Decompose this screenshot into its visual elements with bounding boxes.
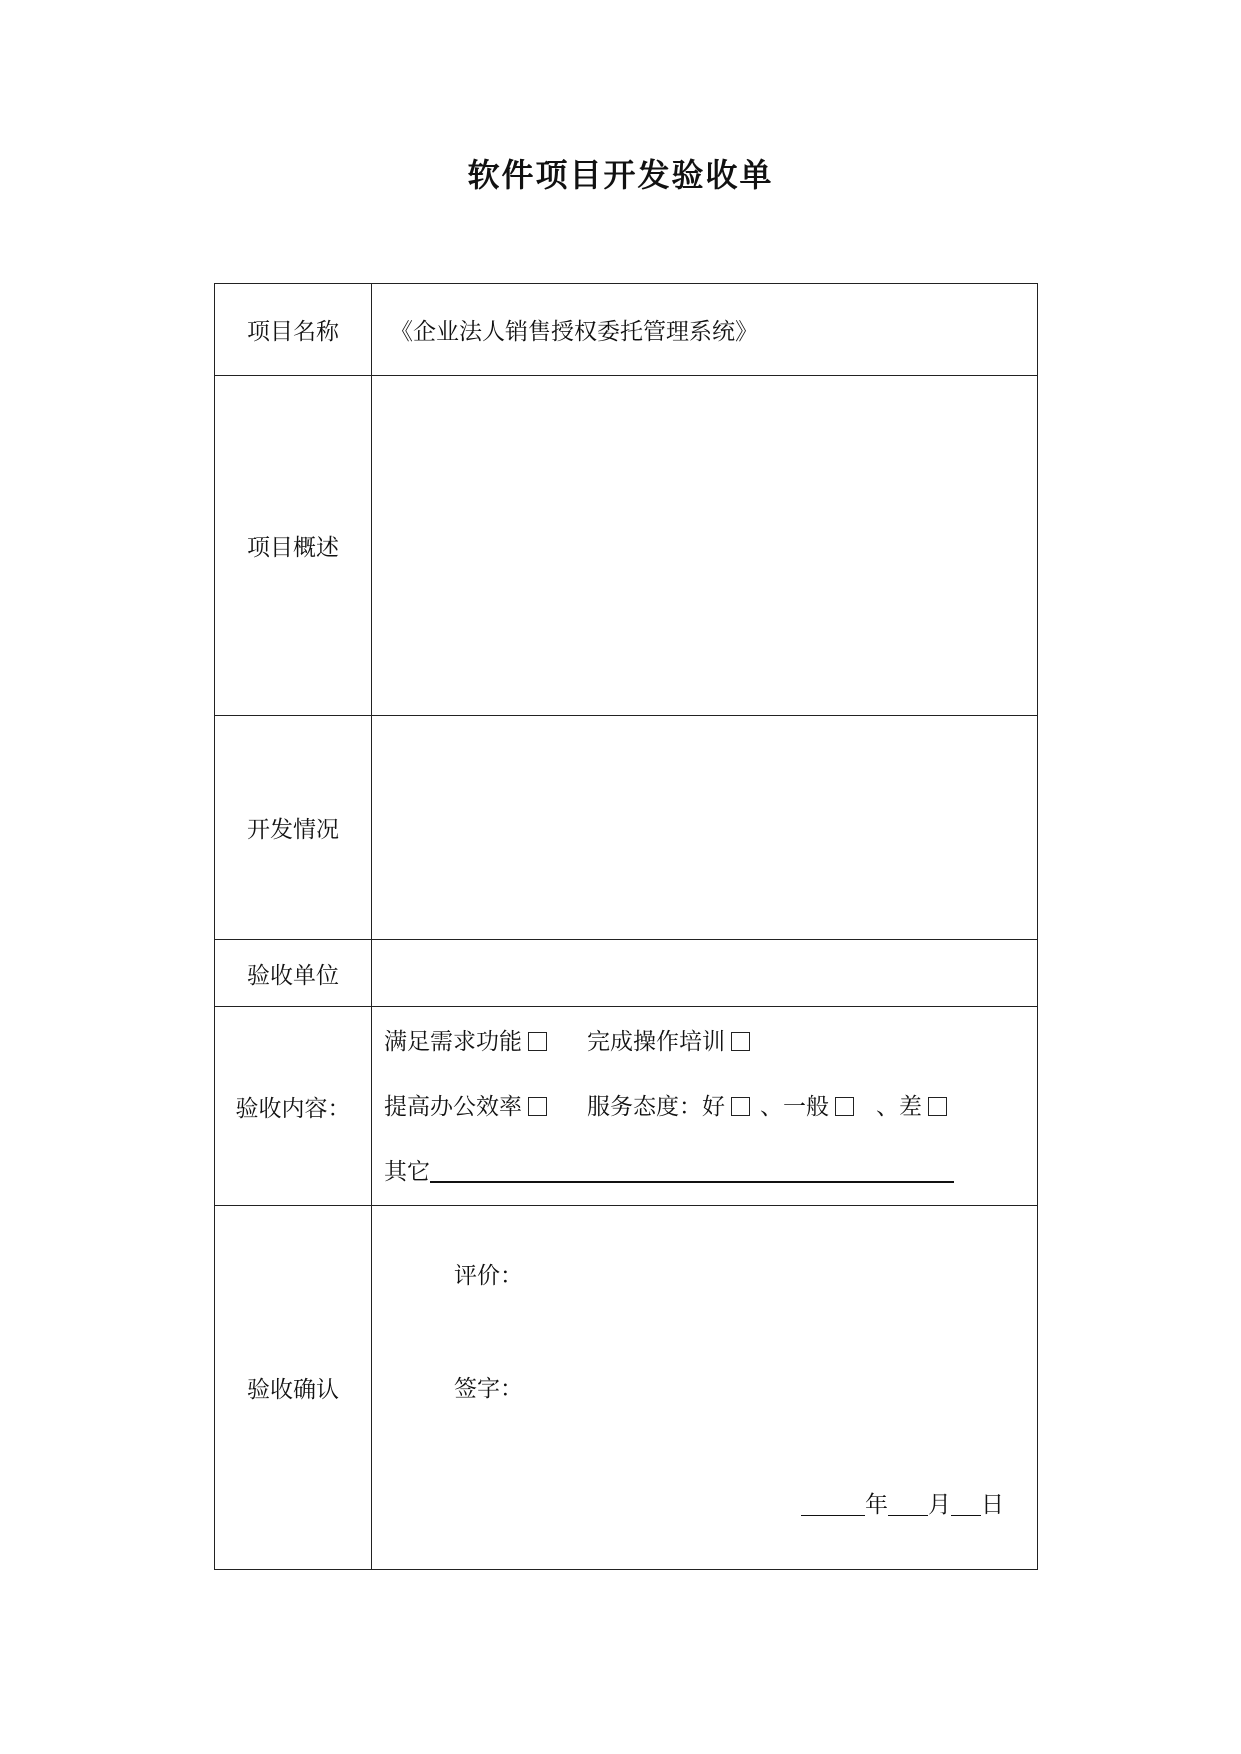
confirmation-cell bbox=[372, 1206, 1038, 1570]
year-input-line[interactable] bbox=[801, 1495, 865, 1516]
acceptance-content-cell bbox=[372, 1007, 1038, 1206]
overview-field[interactable] bbox=[372, 376, 1038, 716]
acceptance-content-label: 验收内容： bbox=[215, 1007, 372, 1206]
content-line-2 bbox=[384, 1088, 947, 1121]
page-title: 软件项目开发验收单 bbox=[467, 156, 774, 194]
training-label: 完成操作培训 bbox=[587, 1029, 725, 1055]
day-label: 日 bbox=[981, 1492, 1004, 1518]
other-label: 其它 bbox=[384, 1159, 430, 1185]
service-good-checkbox[interactable] bbox=[731, 1097, 750, 1116]
row-acceptance-content bbox=[215, 1007, 1038, 1206]
day-input-line[interactable] bbox=[951, 1495, 981, 1516]
development-field[interactable] bbox=[372, 716, 1038, 940]
service-normal-label: 、一般 bbox=[760, 1094, 829, 1120]
row-confirmation bbox=[215, 1206, 1038, 1570]
row-project-name bbox=[215, 284, 1038, 376]
project-name-cell[interactable] bbox=[372, 284, 1038, 376]
other-input-line[interactable] bbox=[430, 1161, 954, 1183]
row-acceptance-unit bbox=[215, 940, 1038, 1007]
acceptance-unit-field[interactable] bbox=[372, 940, 1038, 1007]
content-line-3 bbox=[384, 1153, 954, 1186]
row-development bbox=[215, 716, 1038, 940]
service-poor-label: 、差 bbox=[876, 1094, 922, 1120]
efficiency-checkbox[interactable] bbox=[528, 1097, 547, 1116]
overview-label: 项目概述 bbox=[215, 376, 372, 716]
service-attitude-good-label: 服务态度：好 bbox=[587, 1094, 725, 1120]
training-checkbox[interactable] bbox=[731, 1032, 750, 1051]
service-normal-checkbox[interactable] bbox=[835, 1097, 854, 1116]
content-line-1 bbox=[384, 1023, 750, 1056]
efficiency-label: 提高办公效率 bbox=[384, 1094, 522, 1120]
acceptance-form-table bbox=[214, 283, 1038, 1570]
month-label: 月 bbox=[928, 1492, 951, 1518]
requirements-checkbox[interactable] bbox=[528, 1032, 547, 1051]
acceptance-unit-label: 验收单位 bbox=[215, 940, 372, 1007]
evaluation-label: 评价： bbox=[454, 1263, 523, 1289]
confirmation-label: 验收确认 bbox=[215, 1206, 372, 1570]
signature-label: 签字： bbox=[454, 1376, 523, 1402]
project-name-label: 项目名称 bbox=[215, 284, 372, 376]
row-overview bbox=[215, 376, 1038, 716]
development-label: 开发情况 bbox=[215, 716, 372, 940]
project-name-value: 《企业法人销售授权委托管理系统》 bbox=[390, 319, 758, 345]
month-input-line[interactable] bbox=[888, 1495, 928, 1516]
year-label: 年 bbox=[865, 1492, 888, 1518]
service-poor-checkbox[interactable] bbox=[928, 1097, 947, 1116]
requirements-label: 满足需求功能 bbox=[384, 1029, 522, 1055]
date-line bbox=[801, 1486, 1004, 1519]
